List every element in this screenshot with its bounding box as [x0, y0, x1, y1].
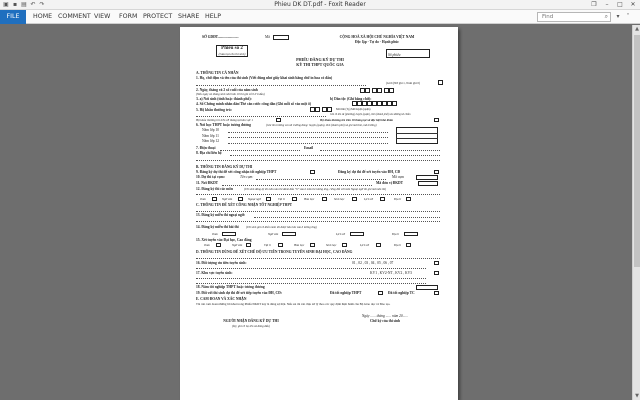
- id-cell[interactable]: [352, 101, 357, 106]
- section-c-heading: C. THÔNG TIN ĐỂ XÉT CÔNG NHẬN TỐT NGHIỆP THPT: [196, 203, 293, 207]
- hk-cell[interactable]: [310, 107, 315, 112]
- scroll-down-icon[interactable]: ▼: [635, 393, 639, 399]
- window-title: Phieu DK DT.pdf - Foxit Reader: [274, 1, 366, 8]
- a6-code-grid[interactable]: [396, 127, 438, 144]
- hk-cell[interactable]: [315, 107, 320, 112]
- tab-help[interactable]: HELP: [205, 13, 222, 20]
- address-line-2[interactable]: [196, 160, 440, 161]
- kv1-checkbox[interactable]: [276, 118, 281, 123]
- c15-label: 15. Xét tuyển vào Đại học, Cao đẳng: [196, 238, 252, 242]
- c14-subject: Lịch sử: [336, 232, 345, 236]
- dob-cell[interactable]: [365, 88, 370, 93]
- b12-note: (Thí sinh đăng ký thi môn nào thì đánh dấu "X" vào ô môn thi tương ứng, riêng đối với môn Ngoại ngữ thì ghi mã môn thi): [244, 187, 387, 191]
- grid-divider: [396, 133, 438, 134]
- ma-so-box[interactable]: [273, 35, 289, 40]
- id-cell[interactable]: [362, 101, 367, 106]
- b12-subject: Ngữ văn: [222, 197, 233, 201]
- e-text: Tôi xin cam đoan những lời khai trong Phiếu ĐKDT này là đúng sự thật. Nếu sai tôi xin chịu xử lý theo các quy định hiện hành của Bộ Giáo dục và Đào tạo.: [196, 302, 391, 306]
- area-box[interactable]: [434, 271, 439, 276]
- phieu-note: (Giao lại cho thí sinh): [218, 51, 246, 56]
- c14-subject: Toán: [212, 232, 218, 236]
- b9b-checkbox[interactable]: [434, 170, 439, 175]
- a5-label: 5. Hộ khẩu thường trú:: [196, 108, 232, 112]
- a6-row-11: Năm lớp 11: [202, 133, 219, 138]
- phone-line[interactable]: [220, 150, 300, 151]
- subject-checkbox[interactable]: [212, 197, 217, 202]
- score-box[interactable]: [282, 232, 296, 237]
- subject-checkbox[interactable]: [406, 197, 411, 202]
- section-d-heading: D. THÔNG TIN DÙNG ĐỂ XÉT CHẾ ĐỘ ƯU TIÊN TRONG TUYỂN SINH ĐẠI HỌC, CAO ĐẲNG: [196, 250, 353, 254]
- hk-cell[interactable]: [327, 107, 332, 112]
- ma-so-label: Mã: [265, 35, 270, 39]
- id-cell[interactable]: [377, 101, 382, 106]
- tieu-ngu: Độc lập - Tự do - Hạnh phúc: [355, 39, 399, 44]
- phieu-so: Phiếu số 2: [221, 45, 243, 51]
- dob-cell[interactable]: [360, 88, 365, 93]
- id-cell[interactable]: [387, 101, 392, 106]
- tab-comment[interactable]: COMMENT: [58, 13, 91, 20]
- title-bar: [0, 0, 640, 10]
- c15-checkbox[interactable]: [406, 243, 411, 248]
- id-cell[interactable]: [382, 101, 387, 106]
- section-a-heading: A. THÔNG TIN CÁ NHÂN: [196, 71, 239, 75]
- c15-checkbox[interactable]: [342, 243, 347, 248]
- a5-code-note: Mã tỉnh (Tp) Mã huyện (quận): [336, 108, 371, 111]
- d19-checkbox[interactable]: [434, 291, 439, 296]
- c13-label: 13. Đăng ký miễn thi ngoại ngữ:: [196, 213, 246, 217]
- d17-line-2: [196, 283, 426, 284]
- a6-label: 6. Nơi học THPT hoặc tương đương: [196, 123, 251, 127]
- subject-checkbox[interactable]: [292, 197, 297, 202]
- a1-name-line[interactable]: [196, 85, 366, 86]
- maximize-icon[interactable]: □: [617, 1, 623, 8]
- c13-line-2: [196, 221, 440, 222]
- vertical-scrollbar[interactable]: [632, 25, 640, 400]
- id-cell[interactable]: [367, 101, 372, 106]
- a5-address-line[interactable]: [196, 116, 326, 117]
- b12-subject: Hóa học: [304, 197, 315, 201]
- address-line[interactable]: [230, 155, 440, 156]
- b12-subject: Địa lí: [394, 197, 401, 201]
- b12-subject: Sinh học: [334, 197, 345, 201]
- so-phieu-label: Số phiếu: [388, 53, 401, 57]
- a6-line-12[interactable]: [228, 143, 388, 144]
- c15-subject: Ngữ văn: [232, 243, 243, 247]
- subject-checkbox[interactable]: [322, 197, 327, 202]
- d17-values: KV1 , KV2-NT , KV2 , KV3: [370, 271, 412, 275]
- a5-sub-note: Ghi rõ tên xã (phường) huyện (quận), tỉnh (thành phố) vào đường kẻ chấm: [330, 113, 411, 116]
- d-note-line: [196, 258, 440, 259]
- subject-checkbox[interactable]: [380, 197, 385, 202]
- c15-checkbox[interactable]: [310, 243, 315, 248]
- redo-icon[interactable]: ↷: [39, 1, 45, 8]
- id-cell[interactable]: [357, 101, 362, 106]
- b9b-label: Đăng ký dự thi để xét tuyển vào ĐH, CĐ: [338, 170, 401, 174]
- a2-label: 2. Ngày, tháng và 2 số cuối của năm sinh: [196, 88, 258, 92]
- a6-line-10[interactable]: [228, 132, 388, 133]
- tab-protect[interactable]: PROTECT: [143, 13, 173, 20]
- section-e-heading: E. CAM ĐOAN VÀ XÁC NHẬN: [196, 297, 247, 301]
- a7-label: 7. Điện thoại: [196, 146, 216, 150]
- c15-subject: Lịch sử: [360, 243, 369, 247]
- b11-ma: Mã đơn vị ĐKDT: [376, 181, 404, 185]
- tab-share[interactable]: SHARE: [178, 13, 200, 20]
- b10-note: Tên cụm:: [240, 175, 254, 179]
- c15-subject: Sinh học: [326, 243, 337, 247]
- a6-line-11[interactable]: [228, 137, 388, 138]
- score-box[interactable]: [222, 232, 236, 237]
- b12-subject: Toán: [200, 197, 206, 201]
- c15-checkbox[interactable]: [278, 243, 283, 248]
- scrollbar-thumb[interactable]: [634, 35, 640, 267]
- c13-line[interactable]: [254, 217, 440, 218]
- sig-left-note: (Ký, ghi rõ họ tên và đóng dấu): [232, 323, 270, 328]
- a8-label: 8. Địa chỉ liên hệ: [196, 151, 222, 155]
- sig-left-title: NGƯỜI NHẬN ĐĂNG KÝ DỰ THI: [223, 319, 279, 323]
- b11-code-box[interactable]: [418, 181, 438, 186]
- form-title: PHIẾU ĐĂNG KÝ DỰ THI: [296, 57, 344, 62]
- subject-checkbox[interactable]: [238, 197, 243, 202]
- c14-subject: Địa lí: [392, 232, 399, 236]
- cluster-name-line[interactable]: [256, 179, 386, 180]
- score-box[interactable]: [404, 232, 418, 237]
- tab-view[interactable]: VIEW: [94, 13, 111, 20]
- ribbon-tabs: [0, 10, 640, 24]
- grid-divider: [396, 138, 438, 139]
- a2-note: (Nếu ngày và tháng sinh nhỏ hơn 10 thì ghi số 0 ở ô đầu): [196, 92, 265, 96]
- b12-subject: Ngoại ngữ: [248, 197, 261, 201]
- d17-label: 17. Khu vực tuyển sinh:: [196, 271, 233, 275]
- a6-row-12: Năm lớp 12: [202, 139, 220, 143]
- section-b-heading: B. THÔNG TIN ĐĂNG KÝ DỰ THI: [196, 165, 253, 169]
- print-icon[interactable]: ▤: [21, 1, 27, 8]
- priority-box[interactable]: [434, 261, 439, 266]
- d16-values: 01 , 02 , 03 , 04 , 05 , 06 , 07: [352, 261, 394, 265]
- gender-box[interactable]: [438, 80, 443, 85]
- d16-label: 16. Đối tượng ưu tiên tuyển sinh:: [196, 261, 247, 265]
- undo-icon[interactable]: ↶: [30, 1, 36, 8]
- b12-subject: Lịch sử: [364, 197, 373, 201]
- c14-note: (Thí sinh ghi rõ điểm môn thi được bảo lưu vào ô tương ứng): [246, 225, 317, 229]
- a7-email-label: Email: [304, 146, 314, 150]
- so-gddt: SỞ GDĐT.......................: [202, 35, 239, 39]
- a5-kv1-label: Hộ khẩu thường trú trên 18 tháng tại khu vực 1: [196, 118, 254, 122]
- hk-cell[interactable]: [322, 107, 327, 112]
- subject-checkbox[interactable]: [266, 197, 271, 202]
- c14-label: 14. Đăng ký miễn thi bài thi: [196, 225, 239, 229]
- dob-cell[interactable]: [372, 88, 377, 93]
- a1-gender-note: (Giới (Nữ ghi 1, Nam ghi 0): [386, 81, 420, 85]
- score-box[interactable]: [350, 232, 364, 237]
- d16-line: [196, 268, 426, 269]
- b11-line[interactable]: [222, 185, 372, 186]
- d19-opt2: Đã tốt nghiệp TC: [388, 291, 415, 295]
- search-options-icon[interactable]: ▾: [616, 13, 620, 20]
- grad-year-box[interactable]: [416, 285, 438, 290]
- d19-opt1: Đã tốt nghiệp THPT: [330, 291, 362, 295]
- a6-row-10: Năm lớp 10: [202, 128, 220, 132]
- d19-label: 19. Đối với thí sinh dự thi để xét tiếp tuyển vào ĐH, CĐ:: [196, 291, 282, 295]
- ribbon-toggle-icon[interactable]: ˄: [626, 13, 630, 20]
- b9-checkbox[interactable]: [310, 170, 315, 175]
- c14-subject: Ngữ văn: [268, 232, 279, 236]
- b12-label: 12. Đăng ký thi các môn: [196, 187, 233, 191]
- c15-checkbox[interactable]: [216, 243, 221, 248]
- b12-subject: Vật lí: [278, 197, 285, 201]
- a1-label: 1. Họ, chữ đệm và tên của thí sinh (Viết đúng như giấy khai sinh bằng chữ in hoa có dấu): [196, 76, 333, 80]
- d18-label: 18. Năm tốt nghiệp THPT hoặc tương đương: [196, 285, 265, 289]
- search-icon[interactable]: ⌕: [604, 13, 608, 20]
- sig-right-title: Chữ ký của thí sinh: [369, 319, 401, 323]
- d19-checkbox[interactable]: [378, 291, 383, 296]
- id-cell[interactable]: [372, 101, 377, 106]
- search-input[interactable]: [537, 12, 611, 22]
- minimize-icon[interactable]: –: [605, 1, 609, 8]
- c15-subject: Hóa học: [294, 243, 305, 247]
- dob-cell[interactable]: [377, 88, 382, 93]
- subject-checkbox[interactable]: [352, 197, 357, 202]
- form-subtitle: KỲ THI THPT QUỐC GIA: [296, 61, 344, 67]
- a4-label: 4. Số Chứng minh nhân dân/Thẻ căn cước công dân (Ghi mỗi số vào một ô): [196, 102, 312, 106]
- b12-note-line: [196, 194, 440, 195]
- tab-file[interactable]: FILE: [0, 10, 26, 24]
- c15-subject: Địa lí: [394, 243, 401, 247]
- cluster-code-box[interactable]: [416, 175, 438, 180]
- dbkk-checkbox[interactable]: [434, 118, 439, 123]
- id-cell[interactable]: [392, 101, 397, 106]
- save-icon[interactable]: ▪: [12, 1, 18, 8]
- email-line[interactable]: [320, 150, 440, 151]
- dob-cell[interactable]: [384, 88, 389, 93]
- c-note-line: [196, 211, 440, 212]
- dob-cell[interactable]: [389, 88, 394, 93]
- c15-subject: Vật lí: [264, 243, 271, 247]
- b11-label: 11. Nơi ĐKDT: [196, 181, 219, 185]
- c15-checkbox[interactable]: [246, 243, 251, 248]
- c15-subject: Toán: [204, 243, 210, 247]
- close-icon[interactable]: ✕: [630, 1, 636, 8]
- a3-label: 3. a) Nơi sinh (tỉnh hoặc thành phố):: [196, 97, 252, 101]
- search-placeholder: Find: [542, 14, 554, 20]
- b10-ma: Mã cụm: [392, 175, 404, 179]
- tab-home[interactable]: HOME: [33, 13, 53, 20]
- a3b-label: b) Dân tộc (Ghi bằng chữ):: [330, 97, 372, 101]
- pdf-page: [180, 27, 458, 400]
- d17-line: [196, 278, 426, 279]
- scroll-up-icon[interactable]: ▲: [635, 26, 639, 32]
- b9-label: 9. Đăng ký dự thi để xét công nhận tốt nghiệp THPT: [196, 170, 277, 174]
- tab-form[interactable]: FORM: [119, 13, 138, 20]
- date-line: Ngày ...... tháng ...... năm 20......: [361, 314, 409, 318]
- b10-label: 10. Dự thi tại cụm:: [196, 175, 225, 179]
- a5-dbkk-label: Hộ khẩu thường trú trên 18 tháng tại xã đặc biệt khó khăn: [320, 118, 394, 122]
- a6-note: (Ghi tên trường và nơi trường đóng: huyện (quận), tỉnh (thành phố) và ghi mã tỉnh, mã trường): [266, 123, 377, 127]
- app-logo-icon: ▣: [3, 1, 9, 8]
- quoc-hieu: CỘNG HOÀ XÃ HỘI CHỦ NGHĨA VIỆT NAM: [339, 35, 415, 39]
- c15-checkbox[interactable]: [376, 243, 381, 248]
- restore-icon[interactable]: ❐: [591, 1, 597, 8]
- document-viewport[interactable]: [0, 25, 632, 400]
